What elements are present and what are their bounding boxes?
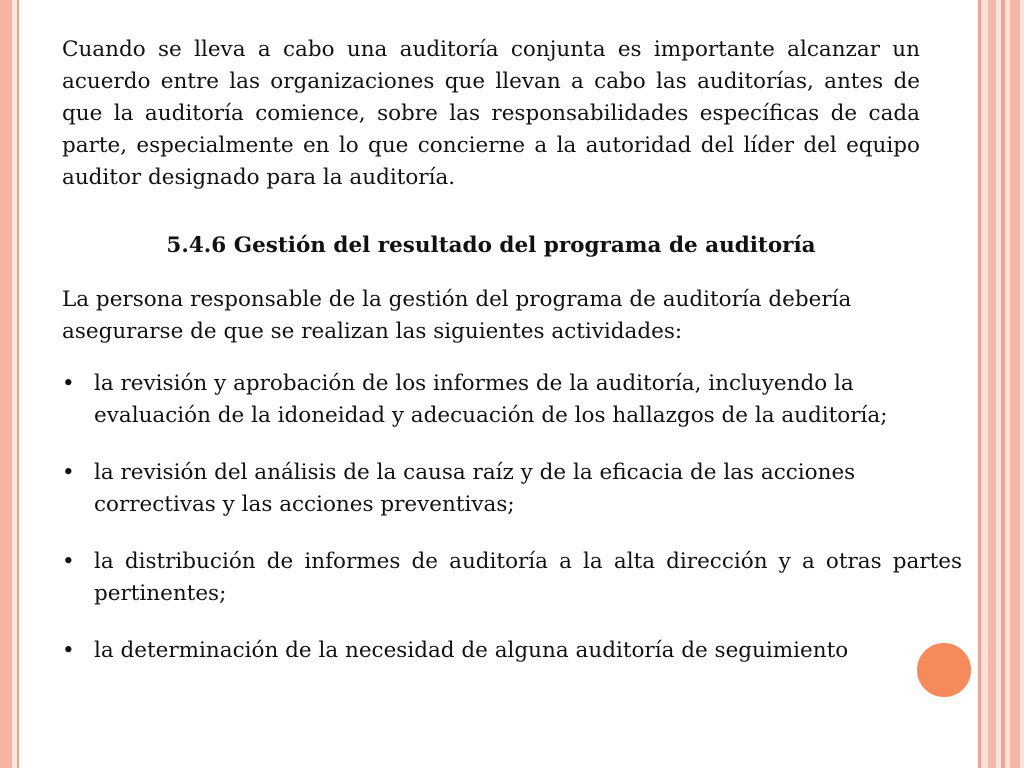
right-decorative-stripe (978, 0, 981, 768)
activities-list (62, 368, 962, 667)
list-item (62, 635, 962, 667)
list-item-text: la determinación de la necesidad de alguna auditoría de seguimiento (94, 638, 849, 663)
left-decorative-line (17, 0, 19, 768)
list-item-text: la revisión del análisis de la causa raíz y de la eficacia de las acciones correctivas y las acciones preventivas; (94, 460, 856, 517)
right-decorative-stripe (988, 0, 996, 768)
bullet-icon: • (62, 460, 75, 485)
slide-content (62, 34, 962, 692)
intro-paragraph: Cuando se lleva a cabo una auditoría conjunta es importante alcanzar un acuerdo entre las organizaciones que llevan a cabo las auditorías, antes de que la auditoría comience, sobre las responsabilidades específicas de cada parte, especialmente en lo que concierne a la autoridad del líder del equipo auditor designado para la auditoría. (62, 37, 920, 190)
bullet-icon: • (62, 638, 75, 663)
left-decorative-band (0, 0, 12, 768)
section-heading: 5.4.6 Gestión del resultado del programa de auditoría (166, 233, 816, 258)
bullet-icon: • (62, 549, 75, 574)
list-item-text: la revisión y aprobación de los informes de la auditoría, incluyendo la evaluación de la idoneidad y adecuación de los hallazgos de la auditoría; (94, 371, 888, 428)
lead-paragraph: La persona responsable de la gestión del programa de auditoría debería asegurarse de que se realizan las siguientes actividades: (62, 287, 852, 344)
list-item (62, 368, 962, 432)
list-item (62, 546, 962, 610)
list-item-text: la distribución de informes de auditoría a la alta dirección y a otras partes pertinentes; (94, 549, 962, 606)
bullet-icon: • (62, 371, 75, 396)
right-decorative-stripe (1010, 0, 1020, 768)
right-decorative-stripe (1001, 0, 1005, 768)
list-item (62, 457, 962, 521)
